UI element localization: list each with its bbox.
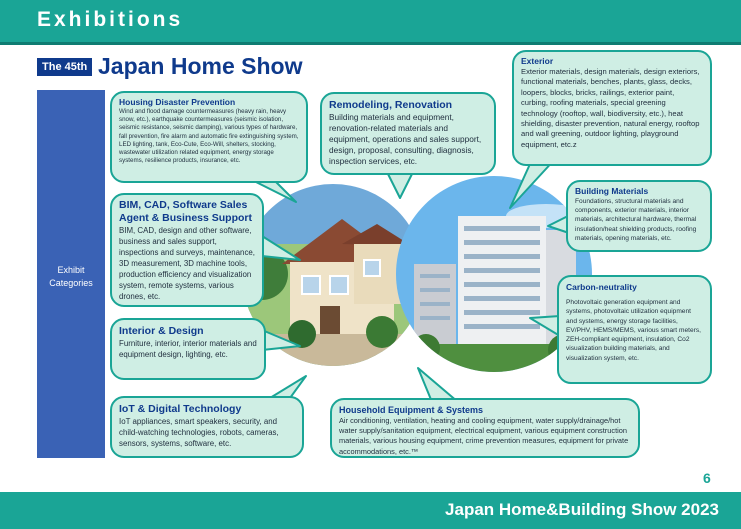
sidebar-label-line2: Categories bbox=[49, 278, 93, 288]
category-description: Building materials and equipment, renovation-related materials and equipment, operations and sales support, design, proposal, consulting, diagnosis, inspection services, etc. bbox=[329, 112, 482, 166]
category-description: Wind and flood damage countermeasures (heavy rain, heavy snow, etc.), earthquake countermeasures (seismic isolation, seismic resistance, seismic damping), various types of hardware, fall prevention, fire alarm and automatic fire extinguishing system, LED lighting, tank, Eco-Cute, Eco-Will, shelters, stocking, wastewater utilization related equipment, energy storage systems, resilience products, insurance, etc. bbox=[119, 108, 299, 165]
category-building-materials bbox=[566, 180, 712, 252]
category-exterior bbox=[512, 50, 712, 166]
category-carbon-neutrality bbox=[557, 275, 712, 384]
category-title: Housing Disaster Prevention bbox=[119, 97, 236, 107]
sidebar-label-line1: Exhibit bbox=[57, 265, 85, 275]
page-number: 6 bbox=[703, 470, 711, 486]
category-description: Photovoltaic generation equipment and systems, photovoltaic utilization equipment and systems, energy storage facilities, EV/PHV, HEMS/MEMS, various smart meters, ZEH-compliant equipment, insulation, Co2 visualization building materials, and visualization system, etc. bbox=[566, 299, 701, 362]
category-title: Exterior bbox=[521, 56, 554, 66]
category-title: Carbon-neutrality bbox=[566, 282, 637, 292]
category-description: BIM, CAD, design and other software, business and sales support, inspections and surveys, maintenance, 3D measurement, 3D machine tools, production efficiency and visualization system, remote systems, various drones, etc. bbox=[119, 226, 255, 301]
category-description: Foundations, structural materials and components, exterior materials, interior materials, architectural hardware, thermal insulation/heat shielding products, roofing materials, opening materials, etc. bbox=[575, 198, 697, 242]
category-title: Household Equipment & Systems bbox=[339, 405, 484, 415]
show-title: Japan Home Show bbox=[98, 53, 303, 79]
category-description: IoT appliances, smart speakers, security, and child-watching technologies, robots, cameras, sensors, systems, software, etc. bbox=[119, 417, 279, 448]
category-description: Air conditioning, ventilation, heating and cooling equipment, water supply/drainage/hot water supply/sanitation equipment, electrical equipment, various equipment construction materials, various housing equipment, crime prevention measures, equipment for private accommodations, etc.™ bbox=[339, 416, 629, 456]
category-title: Interior & Design bbox=[119, 325, 204, 337]
tail-interior bbox=[262, 330, 300, 350]
category-title: Remodeling, Renovation bbox=[329, 99, 453, 111]
page-title: Exhibitions bbox=[37, 8, 184, 31]
tail-household bbox=[418, 368, 458, 402]
category-title: IoT & Digital Technology bbox=[119, 403, 242, 415]
footer-brand: Japan Home&Building Show 2023 bbox=[445, 500, 719, 519]
category-interior-design bbox=[110, 318, 266, 380]
tail-remodeling bbox=[388, 174, 412, 198]
edition-badge: The 45th bbox=[37, 58, 92, 76]
tail-bim bbox=[262, 236, 300, 260]
category-iot-digital-technology bbox=[110, 396, 304, 458]
tail-carbon bbox=[530, 316, 560, 336]
category-remodeling-renovation bbox=[320, 92, 496, 175]
category-household-equipment bbox=[330, 398, 640, 458]
category-description: Exterior materials, design materials, design exteriors, functional materials, benches, plants, glass, decks, loopers, blocks, bricks, railings, exterior paint, curbing, roofing materials, special greening technology (rooftop, wall, biodiversity, etc.), heat shielding, disaster prevention, natural energy, rooftop and wall greening, outdoor lighting, playground equipment, etc.z bbox=[521, 67, 700, 149]
category-bim-cad-software bbox=[110, 193, 264, 307]
category-description: Furniture, interior, interior materials and equipment design, lighting, etc. bbox=[119, 339, 257, 359]
tail-iot bbox=[270, 376, 306, 398]
category-title: BIM, CAD, Software Sales Agent & Business Support bbox=[119, 199, 253, 224]
category-title: Building Materials bbox=[575, 186, 649, 196]
category-housing-disaster-prevention bbox=[110, 91, 308, 183]
